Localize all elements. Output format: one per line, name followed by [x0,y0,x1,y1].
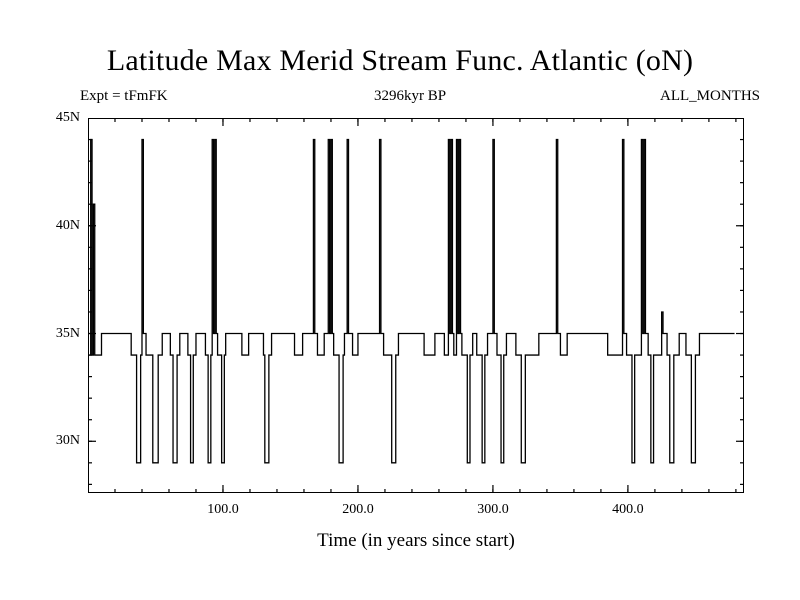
y-tick-label: 40N [55,217,80,233]
y-tick-label: 35N [55,325,80,341]
y-tick-label: 30N [55,433,80,449]
page-title: Latitude Max Merid Stream Func. Atlantic (oN) [106,44,694,77]
series-line-chart [88,118,744,493]
x-tick-label: 400.0 [612,502,644,517]
plot-area [55,110,744,551]
age-label: 3296kyr BP [373,88,447,104]
x-tick-label: 300.0 [477,502,509,517]
x-axis-title: Time (in years since start) [317,530,515,551]
y-tick-label: 45N [55,110,80,125]
x-tick-label: 100.0 [207,502,239,517]
chart-subheader [60,88,760,108]
experiment-label: Expt = tFmFK [80,88,168,104]
months-label: ALL_MONTHS [660,88,760,104]
x-tick-label: 200.0 [342,502,374,517]
